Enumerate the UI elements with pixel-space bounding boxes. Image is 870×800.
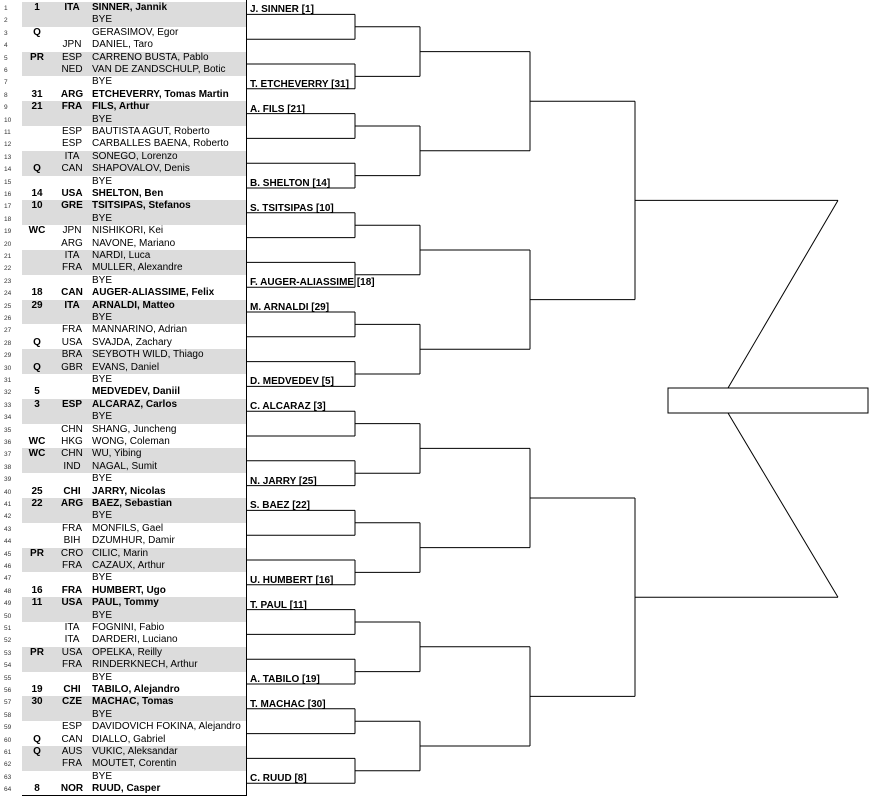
player-name: VAN DE ZANDSCHULP, Botic xyxy=(92,64,226,75)
player-name: ETCHEVERRY, Tomas Martin xyxy=(92,88,229,100)
nationality: BRA xyxy=(61,349,83,361)
nationality: FRA xyxy=(62,659,82,671)
seed-or-entry: 18 xyxy=(31,287,43,299)
round2-winner: T. MACHAC [30] xyxy=(250,698,326,710)
seed-or-entry: 21 xyxy=(31,101,43,113)
nationality: GBR xyxy=(61,361,83,373)
final-diagonal xyxy=(728,200,838,388)
draw-row xyxy=(0,783,247,795)
player-name: BYE xyxy=(92,113,113,125)
nationality: ESP xyxy=(61,126,82,137)
draw-position: 15 xyxy=(4,178,12,186)
player-name: DZUMHUR, Damir xyxy=(92,535,175,547)
draw-row xyxy=(0,300,247,312)
nationality: CAN xyxy=(61,733,83,745)
draw-position: 10 xyxy=(4,116,12,124)
nationality: USA xyxy=(61,336,83,348)
draw-position: 20 xyxy=(4,240,12,248)
seed-or-entry: Q xyxy=(33,336,41,348)
draw-position: 40 xyxy=(4,488,12,496)
player-name: BAUTISTA AGUT, Roberto xyxy=(92,126,210,137)
draw-position: 12 xyxy=(4,141,12,149)
draw-row xyxy=(0,200,247,212)
draw-position: 16 xyxy=(4,191,12,198)
nationality: ITA xyxy=(64,250,80,261)
nationality: GRE xyxy=(61,200,83,212)
seed-or-entry: PR xyxy=(30,51,44,63)
seed-or-entry: 30 xyxy=(31,696,43,708)
player-name: MACHAC, Tomas xyxy=(92,696,174,708)
player-name: BYE xyxy=(92,770,113,782)
nationality: ITA xyxy=(64,299,80,311)
player-name: CARBALLES BAENA, Roberto xyxy=(92,138,229,150)
draw-position: 52 xyxy=(4,637,12,645)
draw-position: 53 xyxy=(4,649,12,657)
draw-position: 45 xyxy=(4,550,12,558)
nationality: CRO xyxy=(60,547,84,559)
player-name: BYE xyxy=(92,212,113,224)
round2-winner: T. PAUL [11] xyxy=(250,599,307,611)
player-name: HUMBERT, Ugo xyxy=(92,584,166,596)
player-name: OPELKA, Reilly xyxy=(92,646,163,658)
draw-position: 50 xyxy=(4,612,12,620)
draw-row xyxy=(0,27,247,39)
player-name: NAVONE, Mariano xyxy=(92,237,176,249)
player-name: BYE xyxy=(92,312,113,323)
nationality: FRA xyxy=(62,324,82,336)
draw-row xyxy=(0,362,247,374)
nationality: CAN xyxy=(61,163,83,175)
draw-row xyxy=(0,89,247,101)
draw-position: 39 xyxy=(4,476,12,484)
draw-position: 26 xyxy=(4,315,12,322)
player-name: MULLER, Alexandre xyxy=(92,262,183,274)
champion-box xyxy=(668,388,868,413)
seed-or-entry: 16 xyxy=(31,584,43,596)
nationality: HKG xyxy=(61,436,83,447)
seed-or-entry: 31 xyxy=(31,88,43,100)
player-name: SEYBOTH WILD, Thiago xyxy=(92,349,204,361)
round2-winner: M. ARNALDI [29] xyxy=(250,302,330,313)
draw-row xyxy=(0,337,247,349)
draw-row xyxy=(0,101,247,113)
player-name: FOGNINI, Fabio xyxy=(92,622,165,633)
draw-position: 5 xyxy=(4,54,8,62)
round2-winner: U. HUMBERT [16] xyxy=(250,574,334,586)
nationality: ARG xyxy=(60,88,84,100)
seed-or-entry: PR xyxy=(30,547,44,559)
player-name: NISHIKORI, Kei xyxy=(92,225,164,237)
draw-row xyxy=(0,585,247,597)
draw-position: 9 xyxy=(4,104,8,112)
draw-position: 41 xyxy=(4,501,12,508)
draw-position: 31 xyxy=(4,377,12,384)
draw-row xyxy=(0,188,247,200)
seed-or-entry: PR xyxy=(30,646,44,658)
player-name: BYE xyxy=(92,76,113,88)
seed-or-entry: Q xyxy=(33,733,41,745)
player-name: GERASIMOV, Egor xyxy=(92,26,179,38)
draw-row xyxy=(0,597,247,609)
draw-row xyxy=(0,486,247,498)
player-name: BAEZ, Sebastian xyxy=(92,498,173,509)
draw-position: 63 xyxy=(4,773,12,781)
player-name: CAZAUX, Arthur xyxy=(92,560,165,571)
draw-row xyxy=(0,498,247,510)
draw-row xyxy=(0,163,247,175)
seed-or-entry: 3 xyxy=(34,398,40,410)
seed-or-entry: Q xyxy=(33,26,41,38)
draw-position: 19 xyxy=(4,228,12,236)
draw-row xyxy=(0,647,247,659)
round2-winner: B. SHELTON [14] xyxy=(250,178,331,189)
seed-or-entry: WC xyxy=(28,448,46,460)
seed-or-entry: Q xyxy=(33,746,41,757)
player-name: EVANS, Daniel xyxy=(92,361,160,373)
round2-winner: N. JARRY [25] xyxy=(250,475,317,487)
nationality: ITA xyxy=(64,622,80,633)
draw-position: 17 xyxy=(4,203,12,211)
nationality: NED xyxy=(61,64,83,75)
draw-row xyxy=(0,448,247,460)
draw-row xyxy=(0,225,247,237)
round2-winner: C. ALCARAZ [3] xyxy=(250,401,326,413)
player-name: BYE xyxy=(92,708,113,720)
seed-or-entry: 25 xyxy=(31,485,43,497)
draw-position: 11 xyxy=(4,129,11,136)
draw-position: 35 xyxy=(4,426,12,434)
player-name: SONEGO, Lorenzo xyxy=(92,150,178,162)
player-name: CARRENO BUSTA, Pablo xyxy=(92,51,209,63)
nationality: FRA xyxy=(62,560,82,571)
player-name: NAGAL, Sumit xyxy=(92,460,158,472)
round2-winner: C. RUUD [8] xyxy=(250,773,307,785)
player-name: SHANG, Juncheng xyxy=(92,423,177,435)
draw-position: 62 xyxy=(4,761,12,769)
draw-row xyxy=(0,734,247,746)
nationality: ESP xyxy=(61,51,82,63)
draw-position: 30 xyxy=(4,364,12,372)
player-name: MANNARINO, Adrian xyxy=(92,324,188,336)
draw-position: 55 xyxy=(4,674,12,682)
seed-or-entry: Q xyxy=(33,163,41,175)
player-name: WU, Yibing xyxy=(92,448,142,460)
draw-position: 3 xyxy=(4,29,8,37)
draw-row xyxy=(0,399,247,411)
draw-row xyxy=(0,696,247,708)
draw-position: 54 xyxy=(4,662,12,670)
player-name: DANIEL, Taro xyxy=(92,39,153,51)
draw-position: 43 xyxy=(4,525,12,533)
draw-row xyxy=(0,2,247,14)
seed-or-entry: 14 xyxy=(31,188,43,199)
nationality: FRA xyxy=(62,522,82,534)
draw-position: 64 xyxy=(4,786,12,794)
player-name: DARDERI, Luciano xyxy=(92,634,178,646)
player-name: CILIC, Marin xyxy=(92,547,149,559)
player-name: BYE xyxy=(92,510,113,522)
draw-row xyxy=(0,52,247,64)
seed-or-entry: 22 xyxy=(31,498,43,509)
player-name: FILS, Arthur xyxy=(92,101,150,113)
draw-position: 33 xyxy=(4,401,12,409)
seed-or-entry: 29 xyxy=(31,299,43,311)
player-name: BYE xyxy=(92,374,113,385)
nationality: NOR xyxy=(60,783,84,795)
nationality: CZE xyxy=(62,696,82,708)
round2-winner: F. AUGER-ALIASSIME [18] xyxy=(250,277,375,289)
nationality: USA xyxy=(61,646,83,658)
draw-position: 58 xyxy=(4,711,12,719)
player-name: ALCARAZ, Carlos xyxy=(92,398,178,410)
player-name: TABILO, Alejandro xyxy=(92,684,180,695)
draw-position: 29 xyxy=(4,352,12,360)
draw-position: 60 xyxy=(4,736,12,744)
nationality: USA xyxy=(61,188,83,199)
draw-position: 6 xyxy=(4,67,8,74)
player-name: MOUTET, Corentin xyxy=(92,758,177,770)
draw-row xyxy=(0,287,247,299)
player-name: VUKIC, Aleksandar xyxy=(92,746,178,757)
nationality: CHI xyxy=(63,684,81,695)
nationality: CHI xyxy=(63,485,81,497)
player-name: SHELTON, Ben xyxy=(92,188,164,199)
player-name: BYE xyxy=(92,473,113,485)
draw-position: 47 xyxy=(4,575,12,583)
draw-position: 21 xyxy=(4,253,12,260)
draw-position: 18 xyxy=(4,215,12,223)
seed-or-entry: 19 xyxy=(31,684,43,695)
player-name: MEDVEDEV, Daniil xyxy=(92,386,180,398)
player-name: BYE xyxy=(92,671,113,683)
draw-position: 28 xyxy=(4,339,12,347)
player-name: MONFILS, Gael xyxy=(92,522,164,534)
nationality: JPN xyxy=(62,225,82,237)
player-name: AUGER-ALIASSIME, Felix xyxy=(92,287,215,299)
nationality: CAN xyxy=(61,287,83,299)
draw-position: 48 xyxy=(4,587,12,595)
seed-or-entry: 5 xyxy=(34,386,40,398)
draw-position: 57 xyxy=(4,699,12,707)
draw-row xyxy=(0,548,247,560)
seed-or-entry: 11 xyxy=(31,597,43,609)
nationality: CHN xyxy=(61,423,83,435)
draw-row xyxy=(0,386,247,398)
draw-position: 8 xyxy=(4,91,8,99)
seed-or-entry: 8 xyxy=(34,783,40,795)
draw-row xyxy=(0,436,247,448)
draw-position: 13 xyxy=(4,153,12,161)
player-name: DIALLO, Gabriel xyxy=(92,733,166,745)
draw-position: 38 xyxy=(4,463,12,471)
draw-position: 37 xyxy=(4,451,12,459)
round2-winner: D. MEDVEDEV [5] xyxy=(250,376,334,388)
player-name: RUUD, Casper xyxy=(92,783,161,795)
draw-position: 24 xyxy=(4,290,12,298)
draw-position: 34 xyxy=(4,414,12,422)
draw-position: 49 xyxy=(4,600,12,608)
nationality: ITA xyxy=(64,634,80,646)
draw-position: 44 xyxy=(4,538,12,546)
round2-winner: S. BAEZ [22] xyxy=(250,500,311,512)
nationality: AUS xyxy=(61,746,83,757)
round2-winner: A. FILS [21] xyxy=(250,103,306,115)
nationality: CHN xyxy=(61,448,83,460)
final-diagonal xyxy=(728,413,838,597)
player-name: TSITSIPAS, Stefanos xyxy=(92,200,191,212)
player-name: PAUL, Tommy xyxy=(92,597,159,609)
player-name: BYE xyxy=(92,609,113,621)
nationality: ITA xyxy=(64,2,80,13)
seed-or-entry: 1 xyxy=(34,2,40,13)
player-name: NARDI, Luca xyxy=(92,250,151,261)
draw-position: 46 xyxy=(4,563,12,570)
nationality: ARG xyxy=(61,237,83,249)
draw-position: 25 xyxy=(4,302,12,310)
round2-winner: A. TABILO [19] xyxy=(250,674,320,685)
nationality: ESP xyxy=(61,398,82,410)
player-name: BYE xyxy=(92,14,113,26)
nationality: FRA xyxy=(61,584,83,596)
nationality: ESP xyxy=(61,138,82,150)
draw-position: 59 xyxy=(4,724,12,732)
draw-position: 51 xyxy=(4,625,12,632)
nationality: USA xyxy=(61,597,83,609)
player-name: BYE xyxy=(92,274,113,286)
nationality: ARG xyxy=(60,498,84,509)
seed-or-entry: 10 xyxy=(31,200,43,212)
seed-or-entry: WC xyxy=(28,436,46,447)
round2-winner: S. TSITSIPAS [10] xyxy=(250,202,334,214)
nationality: JPN xyxy=(62,39,82,51)
draw-position: 22 xyxy=(4,265,12,273)
player-name: ARNALDI, Matteo xyxy=(92,299,175,311)
draw-position: 56 xyxy=(4,687,12,694)
player-name: RINDERKNECH, Arthur xyxy=(92,659,198,671)
player-name: SVAJDA, Zachary xyxy=(92,336,172,348)
draw-position: 27 xyxy=(4,327,12,335)
draw-position: 7 xyxy=(4,79,8,87)
nationality: ITA xyxy=(64,150,80,162)
draw-position: 1 xyxy=(4,5,8,12)
player-name: WONG, Coleman xyxy=(92,436,170,447)
draw-position: 36 xyxy=(4,439,12,446)
nationality: FRA xyxy=(61,101,83,113)
draw-position: 2 xyxy=(4,17,8,25)
player-name: BYE xyxy=(92,175,113,187)
nationality: FRA xyxy=(62,262,82,274)
nationality: FRA xyxy=(62,758,82,770)
nationality: IND xyxy=(63,460,81,472)
draw-position: 61 xyxy=(4,749,12,756)
round2-winner: J. SINNER [1] xyxy=(250,4,314,16)
nationality: BIH xyxy=(63,535,81,547)
player-name: JARRY, Nicolas xyxy=(92,485,166,497)
player-name: SHAPOVALOV, Denis xyxy=(92,163,190,175)
round2-winner: T. ETCHEVERRY [31] xyxy=(250,78,349,90)
nationality: ESP xyxy=(61,721,82,733)
seed-or-entry: Q xyxy=(33,361,41,373)
draw-position: 32 xyxy=(4,389,12,397)
draw-position: 14 xyxy=(4,166,12,174)
draw-row xyxy=(0,684,247,696)
player-name: BYE xyxy=(92,572,113,584)
draw-position: 23 xyxy=(4,277,12,285)
seed-or-entry: WC xyxy=(28,225,46,237)
draw-position: 4 xyxy=(4,42,8,50)
player-name: BYE xyxy=(92,411,113,423)
player-name: SINNER, Jannik xyxy=(92,2,168,13)
player-name: DAVIDOVICH FOKINA, Alejandro xyxy=(92,721,241,733)
draw-position: 42 xyxy=(4,513,12,521)
draw-row xyxy=(0,746,247,758)
